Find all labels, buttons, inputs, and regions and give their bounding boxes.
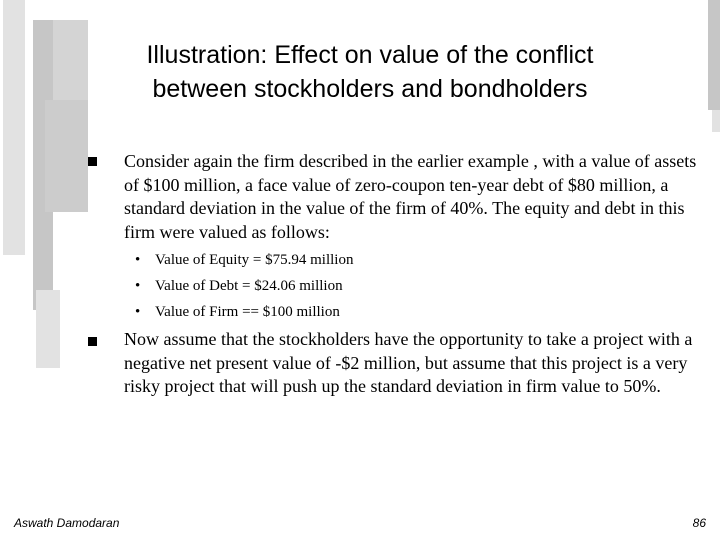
bullet-dot-icon: • bbox=[135, 278, 141, 294]
sub-bullet-equity bbox=[135, 251, 353, 269]
title-line-2: between stockholders and bondholders bbox=[152, 75, 588, 103]
bullet-paragraph-2: Now assume that the stockholders have the opportunity to take a project with a negative net present value of -$2 million, but assume that this project is a very risky project that will push up the standard deviation in firm value to 50%. bbox=[124, 329, 693, 396]
decor-bar-1 bbox=[3, 0, 25, 255]
square-bullet-icon bbox=[88, 337, 97, 346]
decor-bar-4 bbox=[45, 100, 88, 212]
decor-bar-5 bbox=[36, 290, 60, 368]
sub-bullet-text: Value of Equity = $75.94 million bbox=[155, 252, 354, 268]
bullet-dot-icon: • bbox=[135, 252, 141, 268]
sub-bullet-text: Value of Firm == $100 million bbox=[155, 304, 340, 320]
bullet-dot-icon: • bbox=[135, 304, 141, 320]
slide-title bbox=[70, 38, 670, 106]
square-bullet-icon bbox=[88, 157, 97, 166]
title-line-1: Illustration: Effect on value of the conflict bbox=[146, 41, 594, 69]
decor-bar-right-2 bbox=[712, 110, 720, 132]
footer-author: Aswath Damodaran bbox=[14, 516, 120, 530]
sub-bullet-text: Value of Debt = $24.06 million bbox=[155, 278, 343, 294]
decor-bar-right-1 bbox=[708, 0, 720, 110]
bullet-paragraph-1: Consider again the firm described in the earlier example , with a value of assets of $100 million, a face value of zero-coupon ten-year debt of $80 million, a standard deviation in the value of the firm of 40%. The equity and debt in this firm were valued as follows: bbox=[124, 151, 697, 242]
sub-bullet-debt bbox=[135, 277, 343, 295]
sub-bullet-firm bbox=[135, 303, 340, 321]
page-number: 86 bbox=[692, 516, 706, 530]
